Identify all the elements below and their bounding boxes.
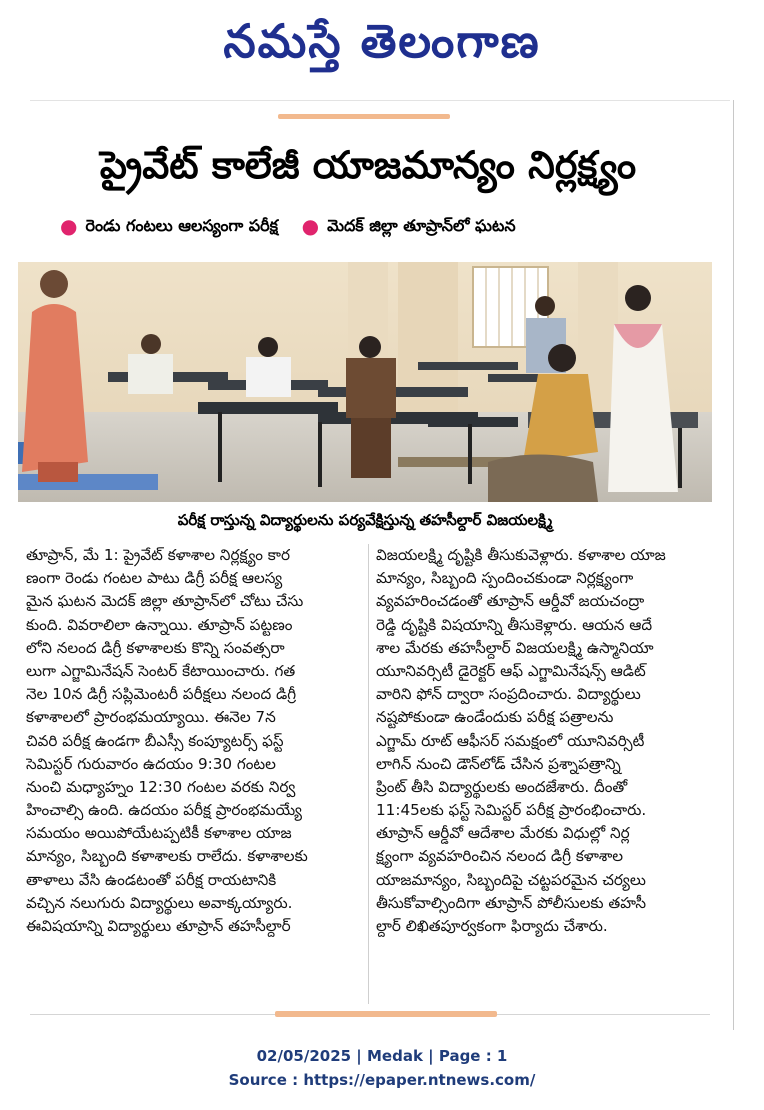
right-border-rule <box>733 100 734 1030</box>
top-rule <box>30 100 730 101</box>
article-line: ఎగ్జామ్ రూట్ ఆఫీసర్ సమక్షంలో యూనివర్సిటీ <box>376 731 645 750</box>
article-line: క్ష్యంగా వ్యవహరించిన నలంద డిగ్రీ కళాశాల <box>376 847 624 866</box>
bottom-accent-bar <box>275 1011 497 1017</box>
top-accent-bar <box>278 114 450 119</box>
page-footer <box>0 1044 764 1092</box>
article-line: ప్రింట్ తీసి విద్యార్థులకు అందజేశారు. దీంతో <box>376 777 628 796</box>
article-line: యాజమాన్యం, సిబ్బందిపై చట్టపరమైన చర్యలు <box>376 870 646 889</box>
article-line: సమయం అయిపోయేటప్పటికీ కళాశాల యాజ <box>26 824 292 843</box>
article-column-right <box>376 544 710 1004</box>
footer-source-link[interactable]: Source : https://epaper.ntnews.com/ <box>228 1071 536 1089</box>
article-line: చివరి పరీక్ష ఉండగా బీఎస్సీ కంప్యూటర్స్ ఫస్ట్ <box>26 731 284 750</box>
photo-caption: పరీక్ష రాస్తున్న విద్యార్థులను పర్యవేక్షిస్తున్న తహసీల్దార్ విజయలక్ష్మి <box>177 511 553 529</box>
bullet-icon: ● <box>60 214 78 238</box>
article-line: లోని నలంద డిగ్రీ కళాశాలకు కొన్ని సంవత్సరా <box>26 638 285 657</box>
classroom-exam-photo <box>18 262 712 502</box>
article-line: తూప్రాన్, మే 1: ప్రైవేట్ కళాశాల నిర్లక్ష్యం కార <box>26 546 290 564</box>
article-line: ల్దార్ లిఖితపూర్వకంగా ఫిర్యాదు చేశారు. <box>376 917 608 935</box>
article-line: కళాశాలలో ప్రారంభమయ్యాయి. ఈనెల 7న <box>26 708 276 727</box>
article-line: 11:45లకు ఫస్ట్ సెమిస్టర్ పరీక్ష ప్రారంభించారు. <box>376 801 647 820</box>
article-line: లాగిన్ నుంచి డౌన్‌లోడ్ చేసిన ప్రశ్నాపత్రాన్ని <box>376 754 621 773</box>
article-line: తీసుకోవాల్సిందిగా తూప్రాన్ పోలీసులకు తహసీ <box>376 893 647 912</box>
newspaper-masthead: నమస్తే తెలంగాణ <box>223 14 541 68</box>
subhead-1: రెండు గంటలు ఆలస్యంగా పరీక్ష <box>85 216 279 235</box>
article-line: మైన ఘటన మెదక్ జిల్లా తూప్రాన్‌లో చోటు చేసు <box>26 592 304 611</box>
article-line: నష్టపోకుండా ఉండేందుకు పరీక్ష పత్రాలను <box>376 708 614 727</box>
article-subheads <box>60 212 720 240</box>
article-line: నెల 10న డిగ్రీ సప్లిమెంటరీ పరీక్షలు నలంద డిగ్రీ <box>26 685 297 704</box>
article-line: నుంచి మధ్యాహ్నం 12:30 గంటల వరకు నిర్వ <box>26 777 296 796</box>
article-line: రెడ్డి దృష్టికి విషయాన్ని తీసుకెళ్లారు. ఆయన ఆదే <box>376 615 653 634</box>
article-headline: ప్రైవేట్ కాలేజీ యాజమాన్యం నిర్లక్ష్యం <box>99 143 637 187</box>
article-line: వ్యవహరించడంతో తూప్రాన్ ఆర్డీవో జయచంద్రా <box>376 592 645 611</box>
bullet-icon: ● <box>301 214 320 238</box>
footer-date-line: 02/05/2025 | Medak | Page : 1 <box>256 1047 508 1065</box>
article-line: శాల మేరకు తహసీల్దార్ విజయలక్ష్మి ఉస్మానియా <box>376 638 654 657</box>
article-line: ణంగా రెండు గంటల పాటు డిగ్రీ పరీక్ష ఆలస్య <box>26 569 283 588</box>
article-line: వారిని ఫోన్ ద్వారా సంప్రదించారు. విద్యార్థులు <box>376 685 641 704</box>
article-line: సెమిస్టర్ గురువారం ఉదయం 9:30 గంటల <box>26 754 276 773</box>
article-photo <box>18 262 712 502</box>
column-divider <box>368 544 369 1004</box>
article-line: తూప్రాన్ ఆర్డీవో ఆదేశాల మేరకు విధుల్లో నిర్ల <box>376 824 630 843</box>
article-line: కుంది. వివరాలిలా ఉన్నాయి. తూప్రాన్ పట్టణం <box>26 615 293 634</box>
article-line: హించాల్సి ఉంది. ఉదయం పరీక్ష ప్రారంభమయ్యే <box>26 801 302 820</box>
article-line: మాన్యం, సిబ్బంది స్పందించకుండా నిర్లక్ష్యంగా <box>376 569 634 588</box>
article-line: వచ్చిన నలుగురు విద్యార్థులు అవాక్కయ్యారు. <box>26 893 293 912</box>
article-line: తాళాలు వేసి ఉండటంతో పరీక్ష రాయటానికి <box>26 870 277 889</box>
article-column-left <box>26 544 366 1004</box>
article-line: విజయలక్ష్మి దృష్టికి తీసుకువెళ్లారు. కళాశాల యాజ <box>376 546 666 564</box>
article-line: ఈవిషయాన్ని విద్యార్థులు తూప్రాన్ తహసీల్దార్ <box>26 917 291 935</box>
article-line: లుగా ఎగ్జామినేషన్ సెంటర్ కేటాయించారు. గత <box>26 661 296 680</box>
article-line: మాన్యం, సిబ్బంది కళాశాలకు రాలేదు. కళాశాలకు <box>26 847 308 866</box>
subhead-2: మెదక్ జిల్లా తూప్రాన్‌లో ఘటన <box>327 216 516 235</box>
article-line: యూనివర్సిటీ డైరెక్టర్ ఆఫ్ ఎగ్జామినేషన్స్ ఆడిట్ <box>376 661 646 680</box>
